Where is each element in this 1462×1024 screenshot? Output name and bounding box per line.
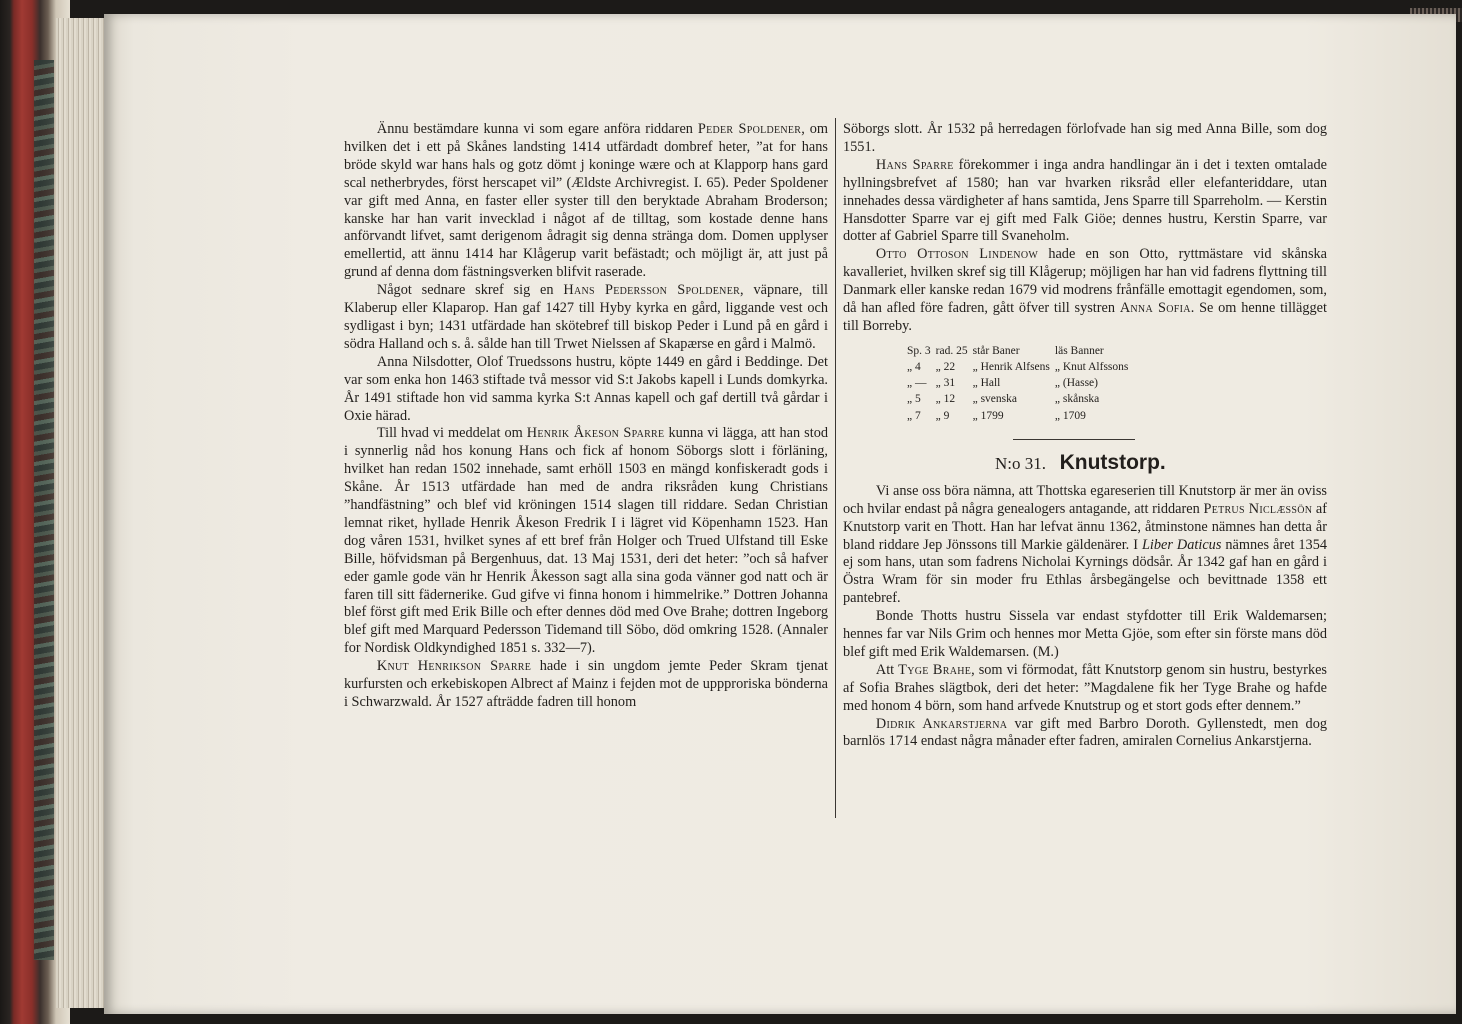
person-name: Henrik Åkeson Sparre	[526, 425, 665, 442]
paragraph: Knut Henrikson Sparre hade i sin ungdom jemte Peder Skram tjenat kurfursten och erkebiskopen Albrect af Mainz i fejden mot de uppproriska bönderna i Schwarzwald. År 1527 afträdde fadren till honom	[344, 658, 828, 710]
marbled-edge	[34, 60, 54, 960]
right-column	[843, 121, 1327, 751]
paragraph: Bonde Thotts hustru Sissela var endast styfdotter till Erik Waldemarsen; hennes far var Nils Grim och hennes mor Metta Gjöe, som efter sin förste mans död blef gift med Erik Waldemarsen. (M.)	[843, 608, 1327, 660]
person-name: Otto Ottoson Lindenow	[875, 246, 1039, 263]
paragraph: Otto Ottoson Lindenow hade en son Otto, ryttmästare vid skånska kavalleriet, hvilken skref sig till Klågerup; möjligen har han vid fadrens flyttning till Danmark eller kanske redan 1679 vid modrens frånfälle emottagit egendomen, som, då han afled före fadren, gått öfver till systren Anna Sofia. Se om henne tillägget till Borreby.	[843, 246, 1327, 334]
person-name: Hans Sparre	[875, 156, 954, 173]
paragraph: Hans Sparre förekommer i inga andra handlingar än i det i texten omtalade hyllningsbrefvet af 1580; han var hvarken riksråd eller elefanteriddare, utan innehades dessa värdigheter af hans samtida, Jens Sparre till Sparreholm. — Kerstin Hansdotter Sparre var ej gift med Falk Giöe; dennes hustru, Kerstin Sparre, var dotter af Gabriel Sparre till Svaneholm.	[843, 156, 1327, 245]
person-name: Petrus Niclæssön	[1203, 500, 1313, 517]
paragraph: Söborgs slott. År 1532 på herredagen förlofvade han sig med Anna Bille, som dog 1551.	[843, 121, 1327, 155]
section-number: N:o 31.	[995, 453, 1046, 473]
errata-cell: „ 31	[935, 377, 956, 390]
person-name: Peder Spoldener	[697, 121, 802, 137]
column-divider	[835, 118, 836, 818]
errata-table	[905, 342, 1133, 425]
paragraph: Vi anse oss böra nämna, att Thottska egareserien till Knutstorp är mer än oviss och hvilar endast på några genealogers antagande, att riddaren Petrus Niclæssön af Knutstorp varit en Thott. Han har lefvat ännu 1362, åtminstone nämnes han detta år bland riddare Jep Jönssons till Markie gäldenärer. I Liber Daticus nämnes året 1354 ej som hans, utan som fadrens Nicholai Kyrnings dödsår. År 1342 gaf han en gård i Östra Wram för sin moder fru Ethlas årsbegängelse och bevittnade 1358 ett pantebref.	[843, 482, 1328, 607]
errata-row	[907, 376, 1131, 390]
errata-cell: läs Banner	[1054, 344, 1104, 357]
errata-cell: „ Hall	[972, 377, 1001, 390]
errata-cell: „ —	[907, 377, 927, 390]
errata-row	[907, 392, 1131, 406]
errata-cell: „ 1709	[1054, 409, 1086, 422]
person-name: Tyge Brahe	[898, 661, 972, 678]
errata-row	[907, 360, 1131, 374]
errata-row	[907, 409, 1131, 423]
paragraph: Didrik Ankarstjerna var gift med Barbro Doroth. Gyllenstedt, men dog barnlös 1714 endast några månader efter fadren, amiralen Cornelius Ankarstjerna.	[843, 715, 1327, 750]
person-name: Didrik Ankarstjerna	[875, 715, 1008, 732]
paragraph: Något sednare skref sig en Hans Pedersson Spoldener, väpnare, till Klaberup eller Klaparop. Han gaf 1427 till Hyby kyrka en gård, liggande vest och sydligast i byn; 1431 utfärdade han skötebref till biskop Peder i Lund på en gård i södra Halland och s. å. sålde han till Trwet Nielssen af Skapærse en gård i Malmö.	[344, 282, 828, 352]
errata-cell: „ svenska	[972, 393, 1017, 406]
italic-title: Liber Daticus	[1141, 536, 1222, 553]
paragraph: Anna Nilsdotter, Olof Truedssons hustru, köpte 1449 en gård i Beddinge. Det var som enka hon 1463 stiftade två messor vid S:t Jakobs kapell i Lunds domkyrka. År 1491 stiftade hon vid samma kyrka S:t Annas kapell och gaf dertill två gårdar i Oxie härad.	[344, 353, 828, 424]
errata-cell: „ Henrik Alfsens	[972, 361, 1050, 374]
errata-cell: Sp. 3	[907, 344, 931, 357]
person-name: Knut Henrikson Sparre	[376, 658, 532, 675]
errata-cell: „ skånska	[1054, 393, 1100, 406]
paragraph: Till hvad vi meddelat om Henrik Åkeson Sparre kunna vi lägga, att han stod i synnerlig nåd hos konung Hans och fick af honom Söborgs slott i förläning, hvilket han redan 1502 innehade, samt erhöll 1503 en mängd konfiskeradt gods i Skåne. År 1513 utfärdade han med de andra riksråden kung Christians ”handfästning” och blef vid kröningen 1514 slagen till riddare. Sedan Christian lemnat riket, hyllade Henrik Åkeson Fredrik I i lägret vid Köpenhamn 1523. Han dog våren 1531, hvilket synes af ett bref från Holger och Trued Ulfstand till Eske Bille, höfvidsman på Bergenhuus, dat. 13 Maj 1531, deri det heter: ”och så hafver eder gamle gode vän hr Henrik Åkesson sagt alla sina goda vänner god natt och är faren till sitt fädernerike. Gud gifve vi finna honom i himmelrike.” Dottren Johanna blef först gift med Erik Bille och efter dennes död med Ove Brahe; dottren Ingeborg blef gift med Marquard Pedersson Tidemand till Söbo, död omkring 1528. (Annaler for Nordisk Oldkyndighed 1851 s. 332—7).	[344, 425, 828, 657]
person-name: Hans Pedersson Spoldener	[563, 282, 741, 299]
person-name: Anna Sofia	[1119, 300, 1191, 317]
errata-cell: „ 12	[935, 393, 956, 406]
errata-cell: „ 9	[935, 409, 950, 422]
errata-cell: „ 4	[907, 361, 921, 374]
errata-row	[907, 344, 1131, 358]
errata-cell: „ 7	[907, 409, 921, 422]
errata-cell: står Baner	[972, 344, 1020, 357]
paragraph: Ännu bestämdare kunna vi som egare anföra riddaren Peder Spoldener, om hvilken det i ett på Skånes landsting 1414 utfärdadt dombref heter, ”at for hans bröde skyld war hans hals og gotz dömt j koninge wære och at Klapporp hans gard scal netherbrydes, först herscapet vil” (Ældste Archivregist. I. 65). Peder Spoldener var gift med Anna, en faster eller syster till den beryktade Abraham Broderson; kanske har han varit invecklad i något af de tilltag, som kostade denne hans anförvandt lifvet, samt derigenom ådragit sig denna stränga dom. Domen upplyser emellertid, att ännu 1414 har Klågerup varit befästadt; och möjligt är, att just på grund af denna dom fästningsverken blifvit raserade.	[344, 121, 828, 281]
errata-cell: „ (Hasse)	[1054, 377, 1098, 390]
errata-cell: „ 22	[935, 361, 956, 374]
left-column	[344, 121, 828, 712]
errata-cell: rad. 25	[935, 344, 968, 357]
section-title: Knutstorp.	[1059, 450, 1166, 474]
paragraph: Att Tyge Brahe, som vi förmodat, fått Knutstorp genom sin hustru, bestyrkes af Sofia Brahes slägtbok, deri det heter: ”Magdalene fik her Tyge Brahe og hafde med honom 4 börn, som hand arfvede Knutstrup og et stort gods efter dennem.”	[843, 661, 1327, 714]
section-rule	[1013, 439, 1135, 440]
section-heading	[843, 450, 1327, 475]
errata-cell: „ 1799	[972, 409, 1004, 422]
errata-cell: „ 5	[907, 393, 921, 406]
errata-cell: „ Knut Alfssons	[1054, 361, 1129, 374]
